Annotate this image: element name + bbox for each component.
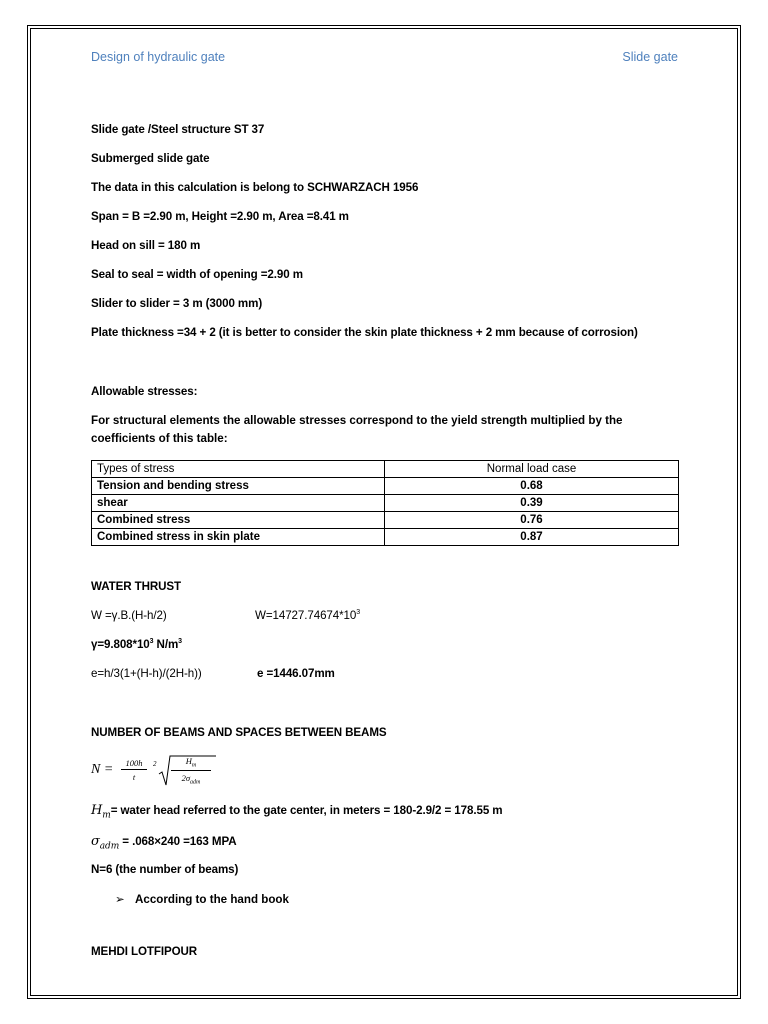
sigma-subscript: adm — [99, 841, 120, 852]
root-numerator-symbol: H — [185, 756, 192, 766]
root-denominator-symbol: 2σ — [181, 772, 191, 783]
intro-line-plate: Plate thickness =34 + 2 (it is better to consider the skin plate thickness + 2 mm because of corrosion) — [91, 326, 638, 339]
allowable-heading: Allowable stresses: — [91, 385, 198, 398]
sigma-definition — [91, 834, 237, 851]
intro-line-material: Slide gate /Steel structure ST 37 — [91, 123, 265, 136]
bullet-item — [115, 892, 289, 906]
intro-line-seal: Seal to seal = width of opening =2.90 m — [91, 268, 303, 281]
sigma-text: = .068×240 =163 MPA — [119, 835, 237, 848]
table-row — [92, 529, 679, 546]
w-value — [255, 609, 360, 622]
root-fraction — [171, 756, 211, 785]
header-section: Slide gate — [622, 50, 678, 64]
root-denominator-sub: adm — [190, 779, 201, 786]
root-numerator — [171, 756, 211, 771]
w-value-base: W=14727.74674*10 — [255, 609, 357, 622]
gamma-unit-exponent: 3 — [178, 638, 182, 645]
hm-subscript: m — [102, 810, 111, 821]
table-row — [92, 478, 679, 495]
intro-line-slider: Slider to slider = 3 m (3000 mm) — [91, 297, 263, 310]
stress-table — [91, 460, 679, 546]
arrow-bullet-icon: ➢ — [115, 893, 125, 906]
root-index: 2 — [153, 760, 157, 768]
table-cell: 0.87 — [385, 529, 679, 546]
hm-text: = water head referred to the gate center, in meters = 180-2.9/2 = 178.55 m — [110, 804, 503, 817]
table-cell: Tension and bending stress — [92, 478, 385, 495]
formula-lhs: N = — [91, 762, 114, 777]
table-cell: 0.76 — [385, 512, 679, 529]
table-header-cell: Normal load case — [385, 461, 679, 478]
gamma-base: γ=9.808*10 — [91, 638, 150, 651]
fraction-denominator: t — [132, 772, 136, 782]
formula-fraction — [121, 758, 147, 782]
allowable-paragraph: For structural elements the allowable stresses correspond to the yield strength multiplied by the coefficients of this table: — [91, 414, 623, 445]
intro-line-type: Submerged slide gate — [91, 152, 210, 165]
fraction-numerator: 100h — [121, 758, 147, 770]
hm-definition — [91, 803, 503, 820]
gamma-unit: N/m — [153, 638, 179, 651]
water-thrust-heading: WATER THRUST — [91, 580, 182, 593]
gamma-exponent: 3 — [149, 638, 154, 645]
table-row — [92, 512, 679, 529]
intro-line-source: The data in this calculation is belong to SCHWARZACH 1956 — [91, 181, 419, 194]
w-value-exponent: 3 — [356, 609, 361, 616]
root-numerator-sub: m — [191, 762, 197, 769]
sigma-symbol: σ — [91, 834, 100, 849]
table-cell: Combined stress — [92, 512, 385, 529]
beams-heading: NUMBER OF BEAMS AND SPACES BETWEEN BEAMS — [91, 726, 387, 739]
root-denominator — [171, 771, 211, 786]
n-result: N=6 (the number of beams) — [91, 863, 239, 876]
table-cell: Combined stress in skin plate — [92, 529, 385, 546]
header-title: Design of hydraulic gate — [91, 50, 226, 64]
w-formula: W =γ.B.(H-h/2) — [91, 609, 167, 622]
table-header-cell: Types of stress — [92, 461, 385, 478]
table-row — [92, 495, 679, 512]
intro-line-dimensions: Span = B =2.90 m, Height =2.90 m, Area =8.41 m — [91, 210, 349, 223]
table-cell: shear — [92, 495, 385, 512]
gamma-line — [91, 638, 182, 651]
table-cell: 0.39 — [385, 495, 679, 512]
author-name: MEHDI LOTFIPOUR — [91, 945, 198, 958]
e-value: e =1446.07mm — [257, 667, 335, 680]
table-header-row — [92, 461, 679, 478]
table-cell: 0.68 — [385, 478, 679, 495]
intro-line-head: Head on sill = 180 m — [91, 239, 201, 252]
bullet-text: According to the hand book — [135, 893, 289, 906]
hm-symbol: H — [91, 803, 103, 818]
e-formula: e=h/3(1+(H-h)/(2H-h)) — [91, 667, 202, 680]
